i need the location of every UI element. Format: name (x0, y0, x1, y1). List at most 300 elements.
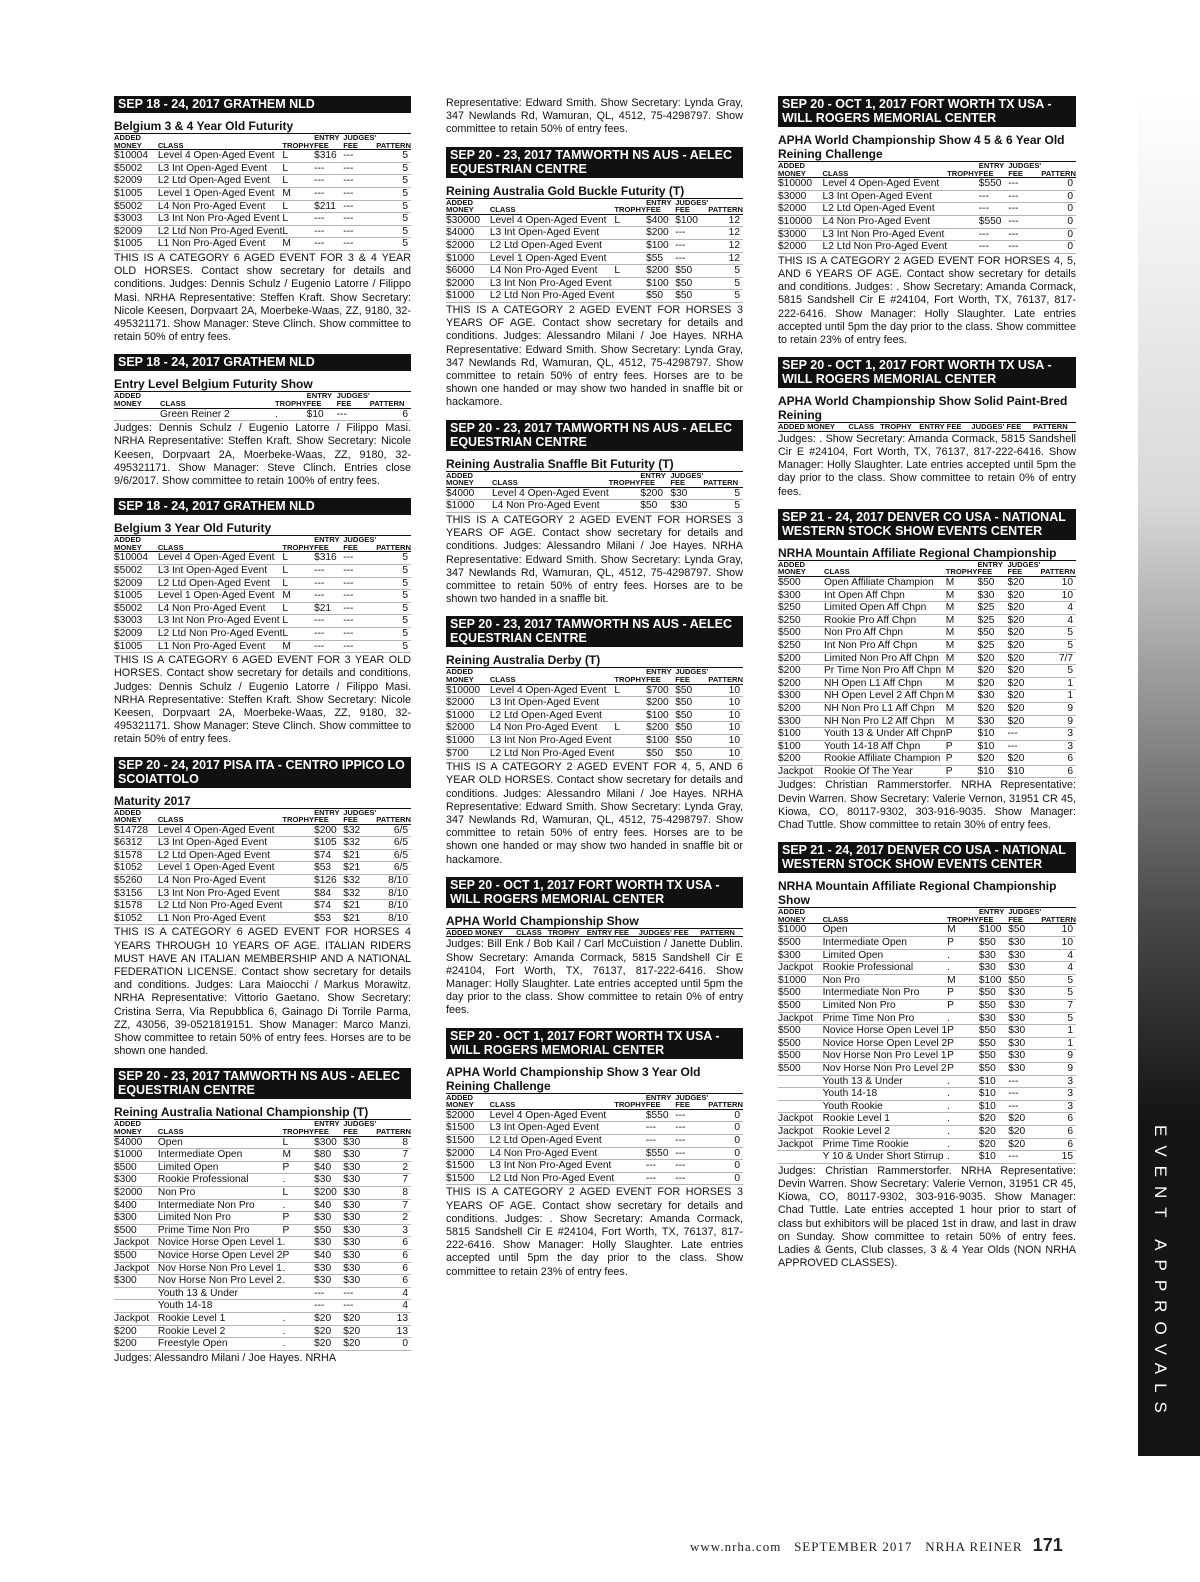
table-cell: $20 (977, 652, 1007, 665)
column-header-judges: JUDGES' FEE (336, 391, 370, 408)
table-cell: $10 (979, 1088, 1008, 1101)
table-row (114, 862, 411, 875)
event-notes: THIS IS A CATEGORY 2 AGED EVENT FOR HORSES 3 YEARS OF AGE. Contact show secretary for details and conditions. Judges: . Show Secretary: Amanda Cormack, 5815 Sandshell Cir E #24104, Fort Worth, TX, 76137, 817-222-6416. Show Manager: Holly Slaughter. Late entries accepted until 5pm the day prior to the class. Show committee to retain 23% of entry fees. (446, 1186, 743, 1278)
table-cell: P (947, 1037, 979, 1050)
table-cell: M (946, 690, 978, 703)
column-header-class: CLASS (823, 908, 948, 924)
class-title: Maturity 2017 (114, 794, 411, 809)
table-cell: Pr Time Non Pro Aff Chpn (824, 665, 946, 678)
table-cell: $3003 (114, 615, 158, 628)
table-cell: 8 (376, 1187, 411, 1200)
table-cell: L (614, 265, 646, 278)
class-title: NRHA Mountain Affiliate Regional Championship (778, 546, 1076, 561)
table-cell: $30 (343, 1212, 376, 1225)
table-cell (282, 900, 314, 913)
table-cell: $10 (977, 728, 1007, 741)
table-cell: 7 (376, 1174, 411, 1187)
table-cell: L3 Int Open-Aged Event (158, 564, 283, 577)
table-row (114, 1136, 411, 1149)
column-header-trophy: TROPHY (275, 392, 307, 408)
table-cell: 0 (1041, 241, 1076, 254)
table-cell: M (947, 974, 979, 987)
table-cell: --- (343, 1300, 376, 1313)
table-cell: $50 (675, 722, 708, 735)
table-cell: 3 (1041, 1075, 1076, 1088)
table-row (778, 1037, 1076, 1050)
table-cell: 0 (1041, 178, 1076, 191)
table-cell: $20 (1007, 677, 1040, 690)
table-row (114, 590, 411, 603)
event-header: SEP 20 - 23, 2017 TAMWORTH NS AUS - AELEC EQUESTRIAN CENTRE (446, 420, 743, 451)
table-cell: --- (343, 615, 376, 628)
table-cell: $700 (646, 684, 675, 697)
table-cell: Jackpot (778, 962, 823, 975)
table-cell: $3000 (778, 190, 823, 203)
table-cell: L3 Int Open-Aged Event (158, 837, 283, 850)
table-row (446, 1160, 743, 1173)
table-cell: $20 (1007, 715, 1040, 728)
table-row (778, 1063, 1076, 1076)
column-header-pattern: PATTERN (700, 929, 743, 937)
table-cell: $1005 (114, 590, 158, 603)
column-header-money: ADDED MONEY (778, 908, 823, 924)
table-row (114, 1262, 411, 1275)
table-cell: $100 (646, 239, 675, 252)
table-cell: $200 (778, 702, 824, 715)
column-header-trophy: TROPHY (946, 561, 978, 577)
table-row (778, 962, 1076, 975)
table-cell: 10 (708, 684, 743, 697)
table-cell: $20 (1007, 589, 1040, 602)
column-header-class: CLASS (160, 392, 275, 408)
table-cell: 0 (708, 1160, 743, 1173)
table-cell: $2000 (446, 1147, 490, 1160)
table-cell: Prime Time Rookie (823, 1138, 948, 1151)
table-cell: 12 (708, 252, 743, 265)
table-cell: 5 (708, 290, 743, 303)
table-cell: $50 (646, 747, 675, 760)
table-cell: L (282, 564, 314, 577)
table-cell: . (282, 1275, 314, 1288)
event-notes: THIS IS A CATEGORY 2 AGED EVENT FOR HORSES 3 YEARS OF AGE. Contact show secretary for details and conditions. Judges: Alessandro Milani / Joe Hayes. NRHA Representative: Edward Smith. Show Secretary: Lynda Gray, 347 Newlands Rd, Wamuran, QL, 4512, 75-4298797. Show committee to retain 50% of entry fees. Horses are to be shown one handed or may show two handed in snaffle bit or hackamore. (446, 303, 743, 409)
table-row (114, 1338, 411, 1351)
table-cell: $1005 (114, 238, 158, 251)
table-cell: Nov Horse Non Pro Level 1 (157, 1262, 282, 1274)
event-notes: THIS IS A CATEGORY 2 AGED EVENT FOR HORSES 3 YEARS OF AGE. Contact show secretary for details and conditions. Judges: Alessandro Milani / Joe Hayes. NRHA Representative: Edward Smith. Show Secretary: Lynda Gray, 347 Newlands Rd, Wamuran, QL, 4512, 75-4298797. Show committee to retain 50% of entry fees. Horses are to be shown two handed in a snaffle bit. (446, 513, 743, 606)
table-row (446, 277, 743, 290)
table-cell: $316 (314, 552, 343, 565)
table-cell: . (947, 1075, 979, 1088)
table-cell: $21 (343, 849, 376, 862)
column-header-class: CLASS (158, 1120, 283, 1136)
table-cell: $300 (314, 1136, 343, 1149)
table-cell: L3 Int Open-Aged Event (490, 227, 615, 240)
table-cell: L (614, 214, 646, 227)
table-cell: $316 (314, 150, 343, 163)
table-cell: 0 (708, 1147, 743, 1160)
table-cell: . (275, 408, 307, 421)
table-cell: --- (979, 190, 1008, 203)
column-header-entry: ENTRY FEE (646, 1094, 675, 1110)
column-header-money: ADDED MONEY (778, 423, 848, 431)
table-cell: $30 (343, 1149, 376, 1162)
table-row (778, 949, 1076, 962)
table-cell: 8/10 (376, 875, 411, 888)
table-cell: . (282, 1338, 314, 1351)
table-cell: L (614, 722, 646, 735)
table-cell: 4 (1041, 962, 1076, 975)
column-header-pattern: PATTERN (708, 1094, 743, 1110)
table-cell: $200 (778, 665, 824, 678)
table-cell: L4 Non Pro-Aged Event (492, 500, 609, 513)
table-cell: $200 (778, 677, 824, 690)
event-block (114, 96, 411, 344)
table-cell: $20 (314, 1338, 343, 1351)
event-notes: Judges: Alessandro Milani / Joe Hayes. NRHA (114, 1351, 337, 1364)
table-cell: 6/5 (376, 849, 411, 862)
table-cell: P (947, 1063, 979, 1076)
column-header-pattern: PATTERN (376, 1120, 411, 1136)
table-cell: $30 (979, 1012, 1008, 1025)
table-cell: M (282, 187, 314, 200)
table-cell: 9 (1041, 1063, 1076, 1076)
table-cell: 0 (708, 1134, 743, 1147)
table-cell: 4 (1040, 614, 1076, 627)
table-cell (614, 227, 646, 240)
table-cell: 5 (376, 564, 411, 577)
table-cell (947, 215, 979, 228)
table-cell: NH Non Pro L1 Aff Chpn (824, 702, 946, 715)
column-header-class: CLASS (490, 1094, 615, 1110)
table-cell: $1000 (778, 974, 823, 987)
event-block (114, 757, 411, 1059)
table-cell: Nov Horse Non Pro Level 1 (822, 1050, 947, 1062)
table-cell: . (282, 1237, 314, 1250)
table-cell: $200 (640, 487, 670, 500)
table-cell: --- (675, 1122, 708, 1135)
table-cell: L4 Non Pro-Aged Event (490, 722, 615, 735)
table-cell: $20 (1008, 1113, 1041, 1126)
column-header-trophy: TROPHY (947, 162, 979, 178)
table-cell: $50 (979, 1063, 1008, 1076)
table-cell: 2 (376, 1161, 411, 1174)
table-cell: L4 Non Pro-Aged Event (158, 875, 283, 888)
column-header-pattern: PATTERN (370, 392, 411, 408)
event-header: SEP 18 - 24, 2017 GRATHEM NLD (114, 498, 411, 515)
table-cell: $50 (675, 265, 708, 278)
table-cell: P (282, 1161, 314, 1174)
class-table (446, 199, 743, 303)
column-header-trophy: TROPHY (548, 929, 587, 937)
column-header-judges: JUDGES' FEE (1007, 559, 1041, 577)
table-cell: 6 (1040, 765, 1076, 778)
table-cell: $300 (778, 715, 824, 728)
table-cell: $21 (343, 862, 376, 875)
table-row (778, 715, 1076, 728)
table-cell: 3 (1040, 740, 1076, 753)
table-cell: Limited Non Pro (823, 1000, 948, 1013)
table-row (114, 1224, 411, 1237)
table-row (114, 1237, 411, 1250)
table-cell: $300 (114, 1174, 158, 1187)
table-cell: Prime Time Non Pro (158, 1224, 283, 1237)
table-cell: $20 (343, 1325, 376, 1338)
table-cell: $30 (1008, 1050, 1041, 1063)
column-header-money: ADDED MONEY (446, 199, 490, 215)
table-row (446, 1134, 743, 1147)
table-cell: NH Open Level 2 Aff Chpn (824, 690, 944, 702)
class-table (114, 1120, 411, 1350)
table-cell: --- (314, 238, 343, 251)
table-cell: $300 (114, 1212, 158, 1225)
table-cell: --- (314, 627, 343, 640)
table-row (114, 627, 411, 640)
table-cell: Limited Open Aff Chpn (824, 602, 946, 615)
table-cell: 5 (376, 175, 411, 188)
table-cell (614, 734, 646, 747)
table-cell: $20 (1008, 1125, 1041, 1138)
table-cell: $100 (675, 214, 708, 227)
table-cell: --- (343, 238, 376, 251)
table-cell: $200 (646, 265, 675, 278)
table-cell: 5 (376, 213, 411, 226)
table-cell: Novice Horse Open Level 2 (822, 1037, 948, 1049)
table-row (114, 824, 411, 837)
table-row (446, 265, 743, 278)
table-cell: L3 Int Non Pro-Aged Event (158, 887, 283, 900)
table-cell: $20 (1007, 665, 1040, 678)
table-cell: $200 (646, 722, 675, 735)
table-cell: $32 (343, 887, 376, 900)
table-cell: $20 (979, 1113, 1008, 1126)
table-cell: $30 (343, 1262, 376, 1275)
table-cell: $3000 (778, 228, 823, 241)
table-cell: $30 (314, 1174, 343, 1187)
table-row (114, 1300, 411, 1313)
event-header: SEP 21 - 24, 2017 DENVER CO USA - NATIONAL WESTERN STOCK SHOW EVENTS CENTER (778, 842, 1076, 873)
table-cell: Jackpot (114, 1312, 158, 1325)
table-cell: $10 (1007, 765, 1040, 778)
table-cell: NH Non Pro L2 Aff Chpn (824, 715, 946, 728)
class-title: Belgium 3 & 4 Year Old Futurity (114, 119, 411, 134)
table-cell: 10 (708, 722, 743, 735)
table-cell: 5 (703, 500, 743, 513)
table-cell: $1000 (446, 252, 490, 265)
table-cell: $2009 (114, 627, 158, 640)
table-cell: Limited Open (823, 949, 948, 962)
table-cell: $20 (343, 1312, 376, 1325)
table-row (778, 1113, 1076, 1126)
table-cell: --- (343, 200, 376, 213)
table-cell: 5 (708, 265, 743, 278)
table-cell: Open (823, 924, 948, 937)
table-cell: . (282, 1199, 314, 1212)
table-cell: --- (646, 1122, 675, 1135)
table-cell: $126 (314, 875, 343, 888)
event-notes: Judges: Bill Enk / Bob Kail / Carl McCuistion / Janette Dublin. Show Secretary: Amanda Cormack, 5815 Sandshell Cir E #24104, Fort Worth, TX, 76137, 817-222-6416. Show Manager: Holly Slaughter. Late entries accepted until 5pm the day prior to the class. Show committee to retain 0% of entry fees. (446, 938, 743, 1017)
table-cell: 6 (376, 1262, 411, 1275)
table-cell: Level 4 Open-Aged Event (823, 178, 948, 191)
table-cell: $30 (977, 690, 1007, 703)
table-cell: $50 (979, 1037, 1008, 1050)
class-title: Reining Australia Derby (T) (446, 653, 743, 668)
table-cell: $1000 (446, 290, 490, 303)
column-header-money: ADDED MONEY (114, 536, 158, 552)
table-row (778, 576, 1076, 589)
table-cell: 12 (708, 239, 743, 252)
table-row (114, 837, 411, 850)
table-cell: --- (1008, 215, 1041, 228)
table-cell: $1052 (114, 912, 158, 925)
event-block (778, 96, 1076, 347)
table-cell: $20 (979, 1125, 1008, 1138)
table-cell (614, 252, 646, 265)
table-row (114, 640, 411, 653)
table-cell: Youth 13 & Under (823, 1075, 948, 1088)
table-cell: $20 (979, 1138, 1008, 1151)
table-cell: $5002 (114, 564, 158, 577)
table-cell: $30 (1008, 949, 1041, 962)
table-cell: $30 (343, 1136, 376, 1149)
table-cell: 5 (376, 590, 411, 603)
table-cell (614, 1172, 646, 1185)
table-cell: L3 Int Open-Aged Event (490, 697, 615, 710)
column-middle (446, 96, 743, 1289)
table-cell: $50 (675, 290, 708, 303)
column-header-pattern: PATTERN (1041, 162, 1076, 178)
table-cell: $30 (314, 1275, 343, 1288)
table-cell: $1052 (114, 862, 158, 875)
table-cell: $20 (314, 1325, 343, 1338)
table-cell: L4 Non Pro-Aged Event (490, 265, 615, 278)
table-cell: --- (1008, 1151, 1041, 1164)
column-header-trophy: TROPHY (282, 134, 314, 150)
table-cell: 5 (376, 225, 411, 238)
table-cell: Rookie Professional (158, 1174, 283, 1187)
table-cell (114, 1300, 158, 1313)
table-cell: --- (343, 1287, 376, 1300)
table-cell: $20 (1007, 627, 1040, 640)
table-cell: $30 (1008, 987, 1041, 1000)
table-cell: $3003 (114, 213, 158, 226)
table-cell: 8/10 (376, 912, 411, 925)
table-cell: 2 (376, 1212, 411, 1225)
table-cell: Jackpot (778, 1012, 823, 1025)
event-block (114, 498, 411, 746)
table-cell: $550 (646, 1147, 675, 1160)
table-cell: --- (675, 1172, 708, 1185)
table-cell (947, 203, 979, 216)
table-cell: L4 Non Pro-Aged Event (158, 602, 283, 615)
event-block (778, 842, 1076, 1270)
table-cell: $30 (977, 715, 1007, 728)
table-cell: $1578 (114, 900, 158, 913)
table-cell (614, 1134, 646, 1147)
table-row (446, 697, 743, 710)
table-row (446, 747, 743, 760)
table-cell: . (947, 1113, 979, 1126)
table-cell: $30 (1008, 1037, 1041, 1050)
table-cell: 4 (376, 1300, 411, 1313)
table-cell: $40 (314, 1199, 343, 1212)
table-cell: . (282, 1325, 314, 1338)
table-cell: M (946, 715, 978, 728)
event-header: SEP 21 - 24, 2017 DENVER CO USA - NATIONAL WESTERN STOCK SHOW EVENTS CENTER (778, 509, 1076, 540)
table-cell: --- (675, 1109, 708, 1122)
table-cell: Youth 14-18 (823, 1088, 948, 1101)
table-cell: 6 (1041, 1113, 1076, 1126)
table-cell: $200 (646, 227, 675, 240)
column-header-class: CLASS (492, 472, 609, 488)
table-cell (282, 849, 314, 862)
table-cell: Jackpot (778, 1113, 823, 1126)
table-row (446, 487, 743, 500)
table-cell: $55 (646, 252, 675, 265)
table-cell: $74 (314, 849, 343, 862)
table-cell: $500 (114, 1161, 158, 1174)
table-cell: L2 Ltd Non Pro-Aged Event (822, 241, 948, 253)
table-cell: 3 (1041, 1100, 1076, 1113)
table-row (114, 875, 411, 888)
table-cell: $5002 (114, 602, 158, 615)
table-cell: Intermediate Open (158, 1149, 283, 1162)
table-cell: 6 (1041, 1125, 1076, 1138)
table-cell: $40 (314, 1250, 343, 1263)
table-cell: $2000 (446, 722, 490, 735)
column-header-judges: JUDGES' FEE (971, 423, 1033, 431)
table-row (114, 887, 411, 900)
table-cell: L4 Non Pro-Aged Event (823, 215, 948, 228)
table-cell: Green Reiner 2 (160, 408, 275, 421)
table-cell: --- (979, 228, 1008, 241)
table-row (114, 577, 411, 590)
table-cell: $30 (343, 1161, 376, 1174)
table-row (446, 227, 743, 240)
table-cell: . (947, 1100, 979, 1113)
table-cell: . (282, 1262, 314, 1275)
table-cell: $32 (343, 824, 376, 837)
table-row (778, 241, 1076, 254)
event-header: SEP 20 - 23, 2017 TAMWORTH NS AUS - AELEC EQUESTRIAN CENTRE (446, 147, 743, 178)
table-row (446, 252, 743, 265)
table-cell: $500 (114, 1224, 158, 1237)
table-cell: $2000 (446, 277, 490, 290)
table-cell: 8/10 (376, 887, 411, 900)
event-header: SEP 18 - 24, 2017 GRATHEM NLD (114, 96, 411, 113)
table-row (778, 937, 1076, 950)
column-header-trophy: TROPHY (282, 1120, 314, 1136)
table-cell: 0 (1041, 215, 1076, 228)
table-cell: 12 (708, 227, 743, 240)
column-header-entry: ENTRY FEE (314, 134, 343, 150)
table-cell: $4000 (114, 1136, 158, 1149)
table-cell: $30 (1008, 1012, 1041, 1025)
table-cell: 10 (1041, 937, 1076, 950)
table-cell: 5 (376, 162, 411, 175)
table-cell: Intermediate Non Pro (158, 1199, 283, 1212)
table-row (778, 178, 1076, 191)
table-cell: M (946, 576, 978, 589)
table-cell: Level 1 Open-Aged Event (158, 590, 283, 603)
table-cell: $1578 (114, 849, 158, 862)
table-cell: L1 Non Pro-Aged Event (158, 912, 283, 925)
class-table (778, 908, 1076, 1163)
table-cell: --- (979, 203, 1008, 216)
table-cell: $1005 (114, 187, 158, 200)
table-cell: $30 (343, 1187, 376, 1200)
class-title: Reining Australia National Championship (T) (114, 1105, 411, 1120)
table-cell: $10004 (114, 552, 158, 565)
